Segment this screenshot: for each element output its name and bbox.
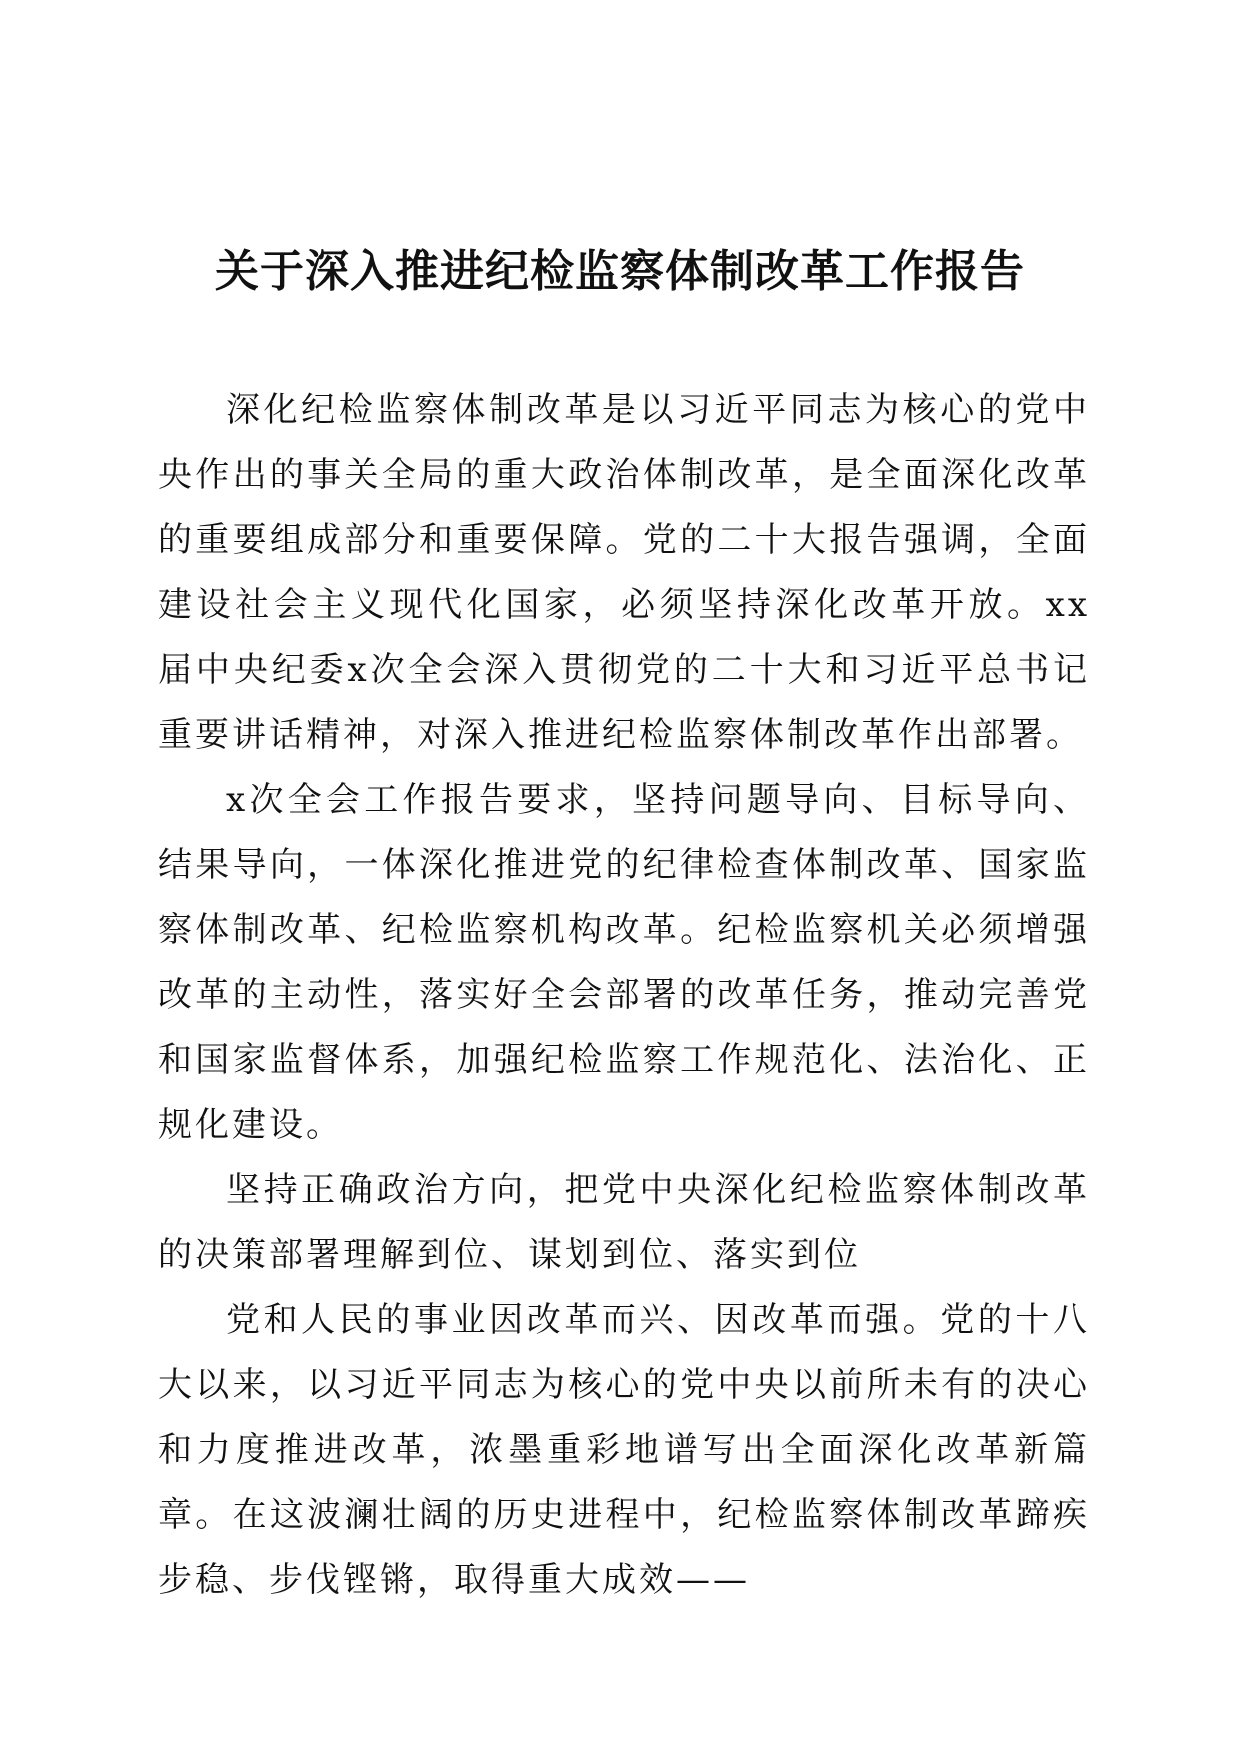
- paragraph-section-heading: 坚持正确政治方向，把党中央深化纪检监察体制改革的决策部署理解到位、谋划到位、落实到位: [158, 1170, 1090, 1275]
- document-title: 关于深入推进纪检监察体制改革工作报告: [215, 246, 1025, 297]
- paragraph-plenary-requirements: x次全会工作报告要求，坚持问题导向、目标导向、结果导向，一体深化推进党的纪律检查体制改革、国家监察体制改革、纪检监察机构改革。纪检监察机关必须增强改革的主动性，落实好全会部署的改革任务，推动完善党和国家监督体系，加强纪检监察工作规范化、法治化、正规化建设。: [158, 780, 1090, 1145]
- paragraph-intro: 深化纪检监察体制改革是以习近平同志为核心的党中央作出的事关全局的重大政治体制改革，是全面深化改革的重要组成部分和重要保障。党的二十大报告强调，全面建设社会主义现代化国家，必须坚持深化改革开放。xx届中央纪委x次全会深入贯彻党的二十大和习近平总书记重要讲话精神，对深入推进纪检监察体制改革作出部署。: [158, 390, 1090, 755]
- document-body: [158, 378, 1090, 1613]
- paragraph-reform-achievements: 党和人民的事业因改革而兴、因改革而强。党的十八大以来，以习近平同志为核心的党中央以前所未有的决心和力度推进改革，浓墨重彩地谱写出全面深化改革新篇章。在这波澜壮阔的历史进程中，纪检监察体制改革蹄疾步稳、步伐铿锵，取得重大成效——: [158, 1300, 1090, 1600]
